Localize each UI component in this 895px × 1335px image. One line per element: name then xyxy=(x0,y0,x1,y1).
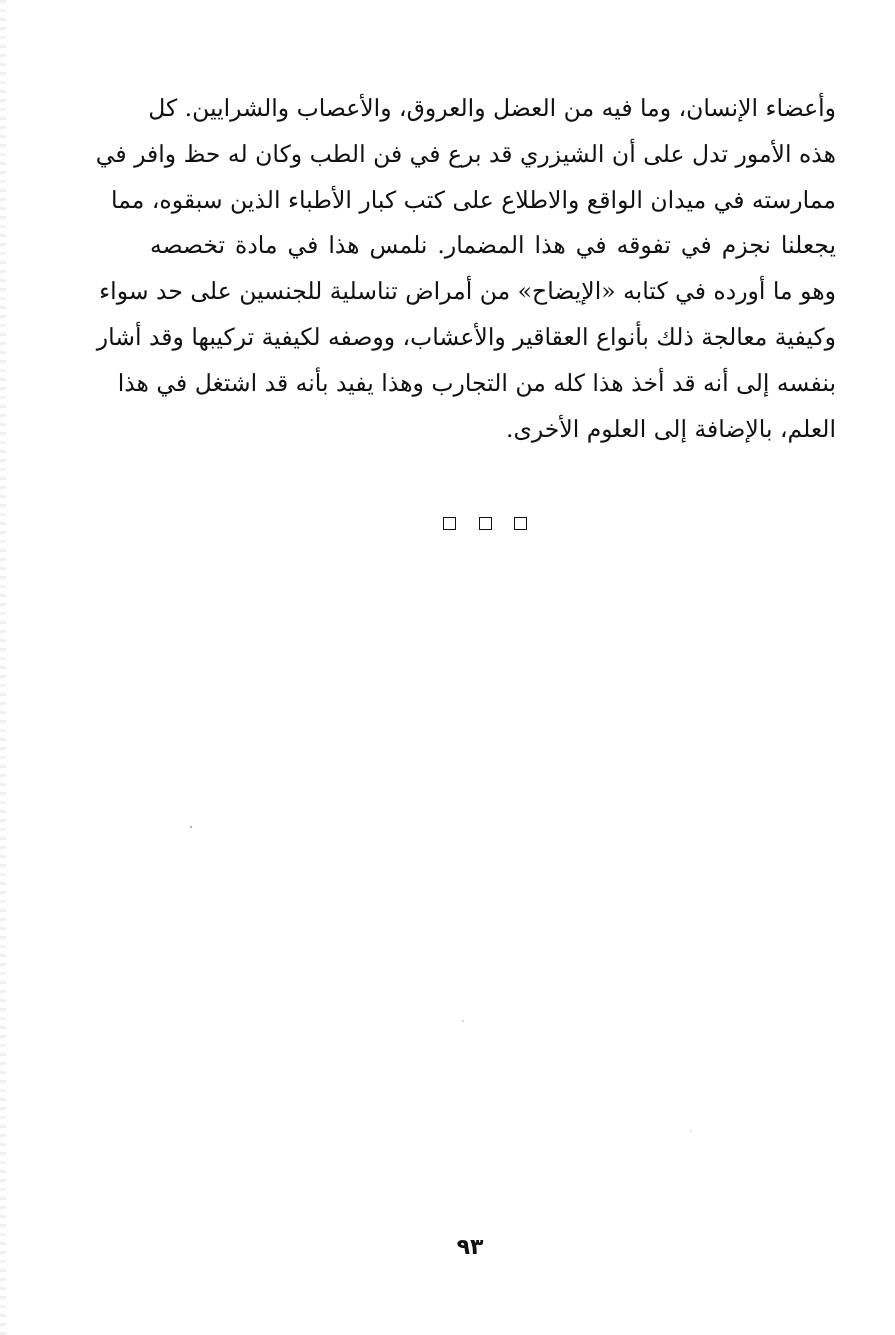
text-line-3: ممارسته في ميدان الواقع والاطلاع على كتب كبار الأطباء الذين سبقوه، مما xyxy=(111,185,836,214)
square-icon xyxy=(479,517,492,530)
scan-speck xyxy=(690,1130,692,1132)
text-line-1: وأعضاء الإنسان، وما فيه من العضل والعروق، والأعصاب والشرايين. كل xyxy=(148,94,836,122)
text-line-7: بنفسه إلى أنه قد أخذ هذا كله من التجارب وهذا يفيد بأنه قد اشتغل في هذا xyxy=(117,368,836,397)
square-icon xyxy=(514,517,527,530)
page-number: ٩٣ xyxy=(456,1235,484,1260)
scan-edge xyxy=(0,0,6,1335)
scan-speck xyxy=(190,826,192,828)
text-line-2: هذه الأمور تدل على أن الشيزري قد برع في فن الطب وكان له حظ وافر في xyxy=(95,139,836,168)
text-line-4: يجعلنا نجزم في تفوقه في هذا المضمار. نلمس هذا في مادة تخصصه xyxy=(150,231,836,260)
text-line-8: العلم، بالإضافة إلى العلوم الأخرى. xyxy=(505,414,836,443)
square-icon xyxy=(443,517,456,530)
text-line-5: وهو ما أورده في كتابه «الإيضاح» من أمراض تناسلية للجنسين على حد سواء xyxy=(99,277,836,306)
body-paragraph xyxy=(95,86,836,452)
text-line-6: وكيفية معالجة ذلك بأنواع العقاقير والأعشاب، ووصفه لكيفية تركيبها وقد أشار xyxy=(96,322,836,351)
scan-speck xyxy=(462,1020,464,1022)
section-separator-icon xyxy=(443,517,527,535)
